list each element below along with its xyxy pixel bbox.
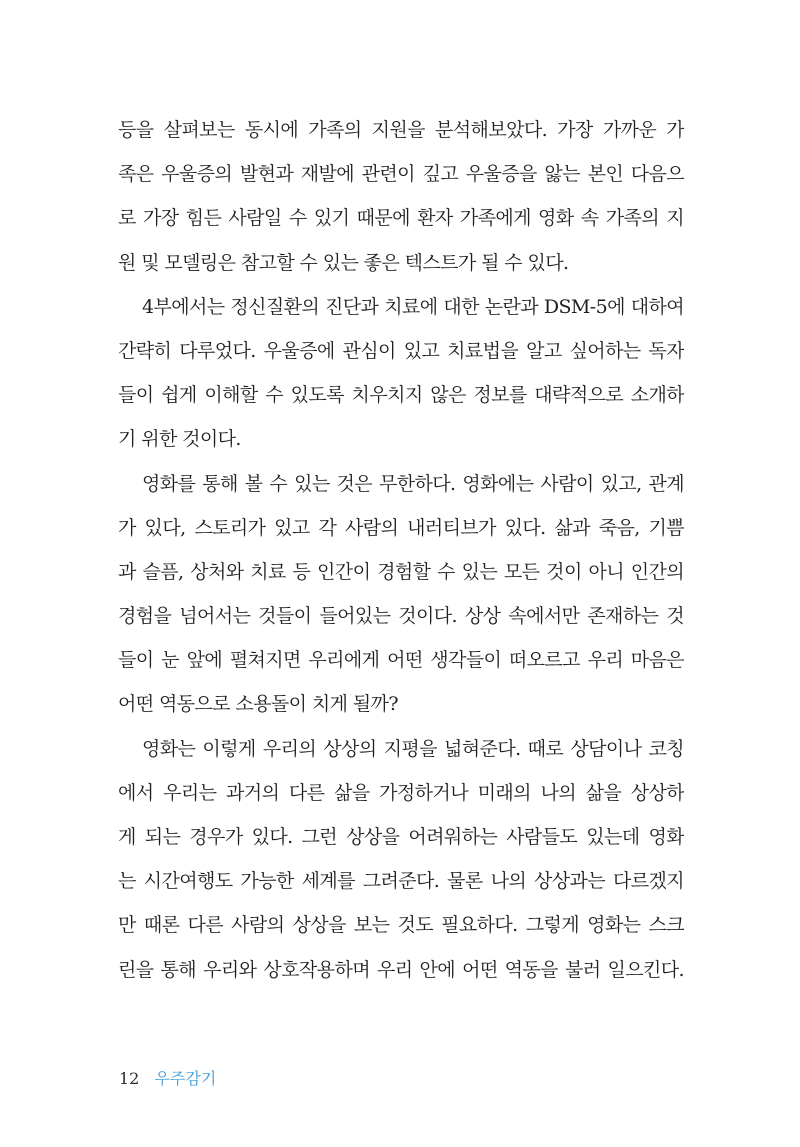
text-line: 가 있다, 스토리가 있고 각 사람의 내러티브가 있다. 삶과 죽음, 기쁨 — [118, 516, 684, 539]
page-footer — [119, 1066, 216, 1089]
text-line: 원 및 모델링은 참고할 수 있는 좋은 텍스트가 될 수 있다. — [118, 251, 569, 274]
paragraph-first-line: 4부에서는 정신질환의 진단과 치료에 대한 논란과 DSM-5에 대하여 — [142, 295, 684, 318]
text-line: 족은 우울증의 발현과 재발에 관련이 깊고 우울증을 앓는 본인 다음으 — [118, 163, 684, 186]
text-line: 경험을 넘어서는 것들이 들어있는 것이다. 상상 속에서만 존재하는 것 — [118, 605, 684, 628]
text-line: 과 슬픔, 상처와 치료 등 인간이 경험할 수 있는 모든 것이 아니 인간의 — [118, 560, 684, 583]
text-line: 로 가장 힘든 사람일 수 있기 때문에 환자 가족에게 영화 속 가족의 지 — [118, 207, 684, 230]
text-line: 등을 살펴보는 동시에 가족의 지원을 분석해보았다. 가장 가까운 가 — [118, 119, 684, 141]
text-line: 린을 통해 우리와 상호작용하며 우리 안에 어떤 역동을 불러 일으킨다. — [118, 958, 684, 981]
text-line: 는 시간여행도 가능한 세계를 그려준다. 물론 나의 상상과는 다르겠지 — [118, 870, 684, 893]
paragraph-first-line: 영화는 이렇게 우리의 상상의 지평을 넓혀준다. 때로 상담이나 코칭 — [142, 737, 684, 760]
paragraph-first-line: 영화를 통해 볼 수 있는 것은 무한하다. 영화에는 사람이 있고, 관계 — [142, 472, 684, 495]
text-line: 들이 눈 앞에 펼쳐지면 우리에게 어떤 생각들이 떠오르고 우리 마음은 — [118, 649, 684, 672]
text-line: 간략히 다루었다. 우울증에 관심이 있고 치료법을 알고 싶어하는 독자 — [118, 339, 684, 362]
text-line: 어떤 역동으로 소용돌이 치게 될까? — [118, 693, 398, 716]
text-line: 들이 쉽게 이해할 수 있도록 치우치지 않은 정보를 대략적으로 소개하 — [118, 384, 684, 407]
text-line: 기 위한 것이다. — [118, 428, 241, 451]
text-line: 만 때론 다른 사람의 상상을 보는 것도 필요하다. 그렇게 영화는 스크 — [118, 914, 684, 937]
text-line: 에서 우리는 과거의 다른 삶을 가정하거나 미래의 나의 삶을 상상하 — [118, 781, 684, 804]
page-number: 12 — [119, 1069, 140, 1088]
book-title: 우주감기 — [154, 1069, 217, 1088]
text-line: 게 되는 경우가 있다. 그런 상상을 어려워하는 사람들도 있는데 영화 — [118, 826, 684, 848]
body-text — [118, 108, 684, 992]
